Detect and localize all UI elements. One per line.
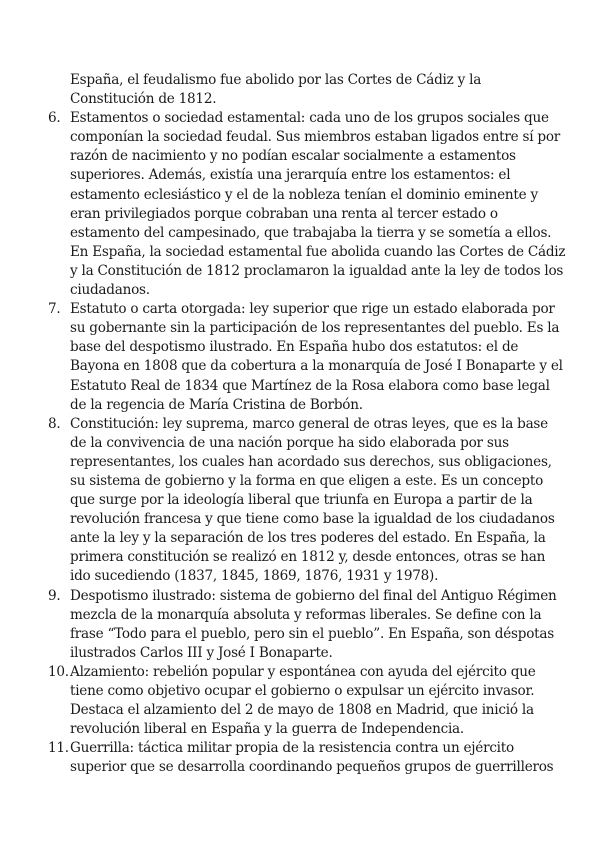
item-text: Estatuto o carta otorgada: ley superior que rige un estado elaborada por su gobernante sin la participación de los representantes del pueblo. Es la base del despotismo ilustrado. En España hubo dos estatutos: el de Bayona en 1808 que da cobertura a la monarquía de José I Bonaparte y el Estatuto Real de 1834 que Martínez de la Rosa elabora como base legal de la regencia de María Cristina de Borbón.: [70, 301, 563, 413]
list-item: [48, 300, 568, 415]
item-text: Constitución: ley suprema, marco general de otras leyes, que es la base de la convivencia de una nación porque ha sido elaborada por sus representantes, los cuales han acordado sus derechos, sus obligaciones, su sistema de gobierno y la forma en que eligen a este. Es un concepto que surge por la ideología liberal que triunfa en Europa a partir de la revolución francesa y que tiene como base la igualdad de los ciudadanos ante la ley y la separación de los tres poderes del estado. En España, la primera constitución se realizó en 1812 y, desde entonces, otras se han ido sucediendo (1837, 1845, 1869, 1876, 1931 y 1978).: [70, 415, 555, 585]
item-number: 10.: [48, 663, 69, 680]
item-number: 9.: [48, 587, 61, 604]
list-item: [48, 663, 568, 739]
item-text: Alzamiento: rebelión popular y espontánea con ayuda del ejército que tiene como objetivo ocupar el gobierno o expulsar un ejército invasor. Destaca el alzamiento del 2 de mayo de 1808 en Madrid, que inició la revolución liberal en España y la guerra de Independencia.: [70, 663, 536, 738]
document-page: [48, 71, 568, 777]
item-text: Estamentos o sociedad estamental: cada uno de los grupos sociales que componían la sociedad feudal. Sus miembros estaban ligados entre sí por razón de nacimiento y no podían escalar socialmente a estamentos superiores. Además, existía una jerarquía entre los estamentos: el estamento eclesiástico y el de la nobleza tenían el dominio eminente y eran privilegiados porque cobraban una renta al tercer estado o estamento del campesinado, que trabajaba la tierra y se sometía a ellos. En España, la sociedad estamental fue abolida cuando las Cortes de Cádiz y la Constitución de 1812 proclamaron la igualdad ante la ley de todos los ciudadanos.: [70, 110, 566, 299]
list-item: [48, 587, 568, 663]
continuation-paragraph: España, el feudalismo fue abolido por las Cortes de Cádiz y la Constitución de 1812.: [70, 72, 482, 108]
list-item: [48, 415, 568, 587]
item-text: Despotismo ilustrado: sistema de gobierno del final del Antiguo Régimen mezcla de la monarquía absoluta y reformas liberales. Se define con la frase “Todo para el pueblo, pero sin el pueblo”. En España, son déspotas ilustrados Carlos III y José I Bonaparte.: [70, 587, 557, 661]
item-number: 7.: [48, 301, 61, 318]
item-text: Guerrilla: táctica militar propia de la resistencia contra un ejército superior que se desarrolla coordinando pequeños grupos de guerrilleros: [70, 740, 554, 776]
item-number: 11.: [48, 740, 69, 757]
definitions-list: [48, 109, 568, 777]
list-item: [48, 739, 568, 777]
item-number: 8.: [48, 415, 61, 432]
list-item: [48, 109, 568, 300]
item-number: 6.: [48, 110, 61, 127]
